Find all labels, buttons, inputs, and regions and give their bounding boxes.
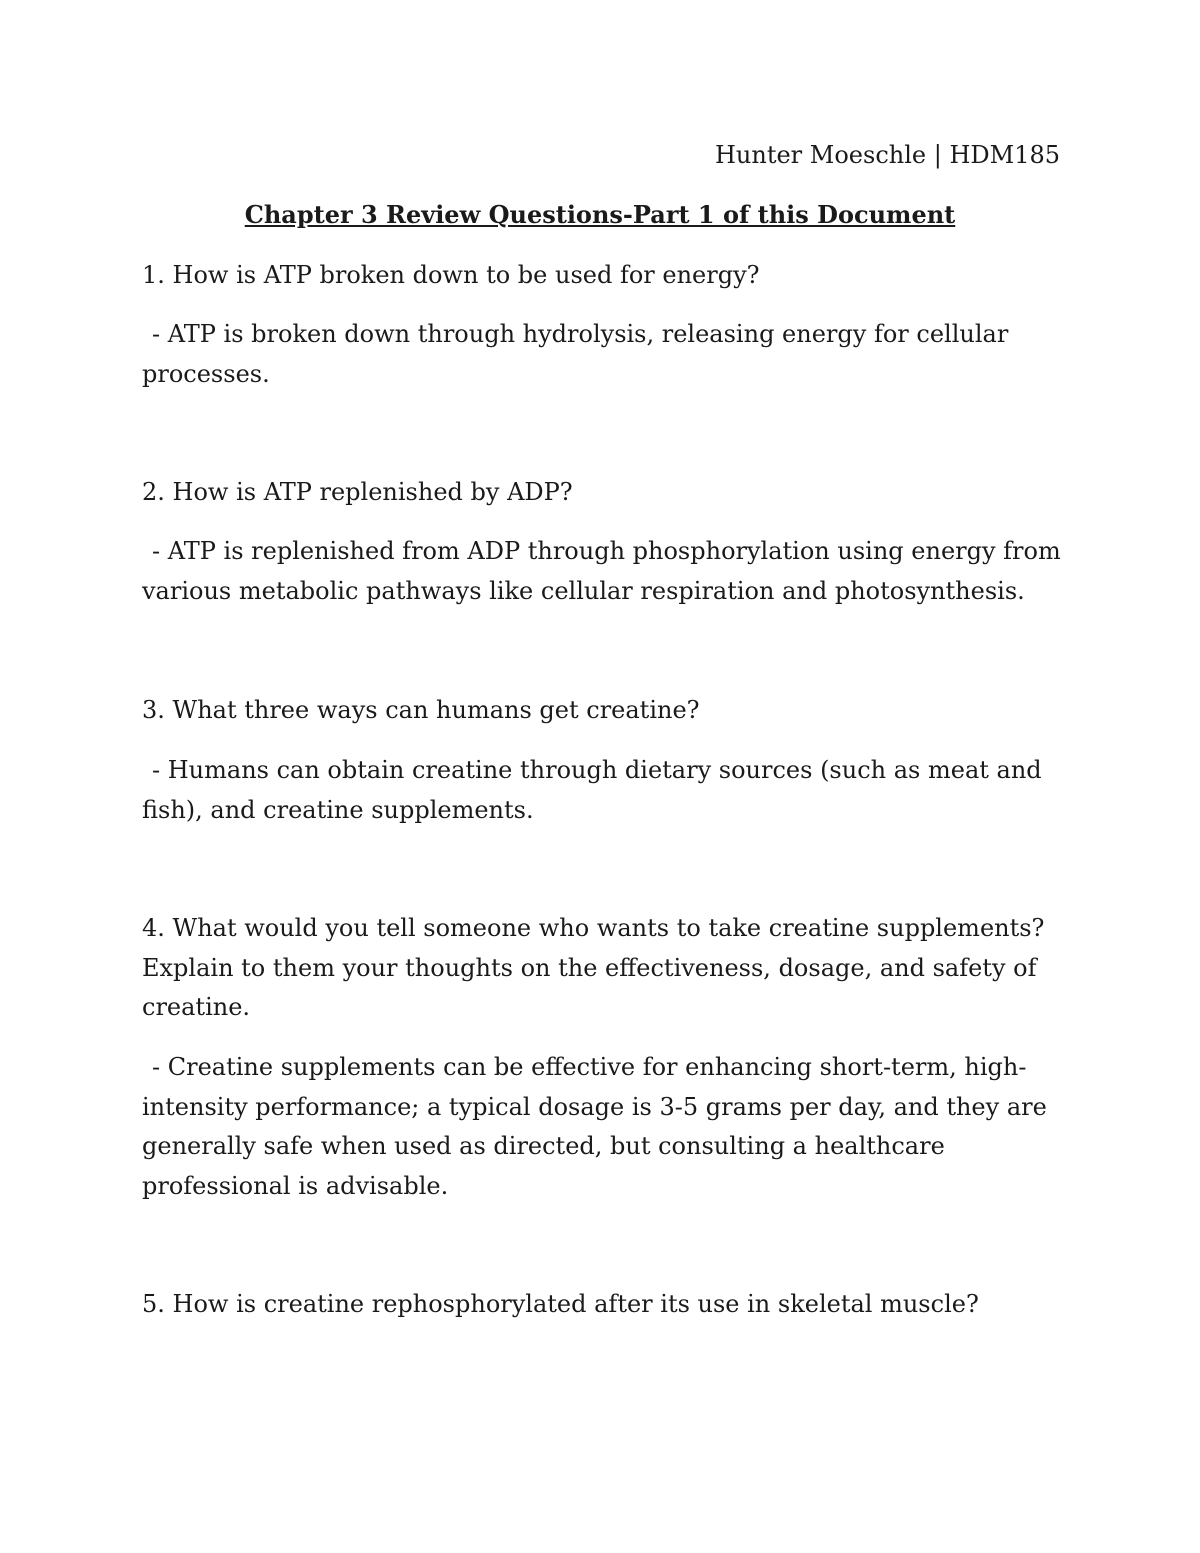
answer-2: - ATP is replenished from ADP through phosphorylation using energy from various metabolic pathways like cellular respiration and photosynthesis. <box>142 537 1061 605</box>
answer-4: - Creatine supplements can be effective for enhancing short-term, high-intensity performance; a typical dosage is 3-5 grams per day, and they are generally safe when used as directed, but consulting a healthcare professional is advisable. <box>142 1053 1047 1200</box>
answer-3: - Humans can obtain creatine through dietary sources (such as meat and fish), and creatine supplements. <box>142 756 1042 824</box>
question-4: 4. What would you tell someone who wants to take creatine supplements? Explain to them your thoughts on the effectiveness, dosage, and safety of creatine. <box>142 914 1045 1021</box>
question-5: 5. How is creatine rephosphorylated after its use in skeletal muscle? <box>142 1290 979 1318</box>
answer-1: - ATP is broken down through hydrolysis, releasing energy for cellular processes. <box>142 320 1009 388</box>
document-title: Chapter 3 Review Questions-Part 1 of this Document <box>244 200 956 229</box>
author-header: Hunter Moeschle | HDM185 <box>714 141 1060 169</box>
question-2: 2. How is ATP replenished by ADP? <box>142 478 573 506</box>
question-3: 3. What three ways can humans get creatine? <box>142 696 700 724</box>
question-1: 1. How is ATP broken down to be used for energy? <box>142 261 760 289</box>
